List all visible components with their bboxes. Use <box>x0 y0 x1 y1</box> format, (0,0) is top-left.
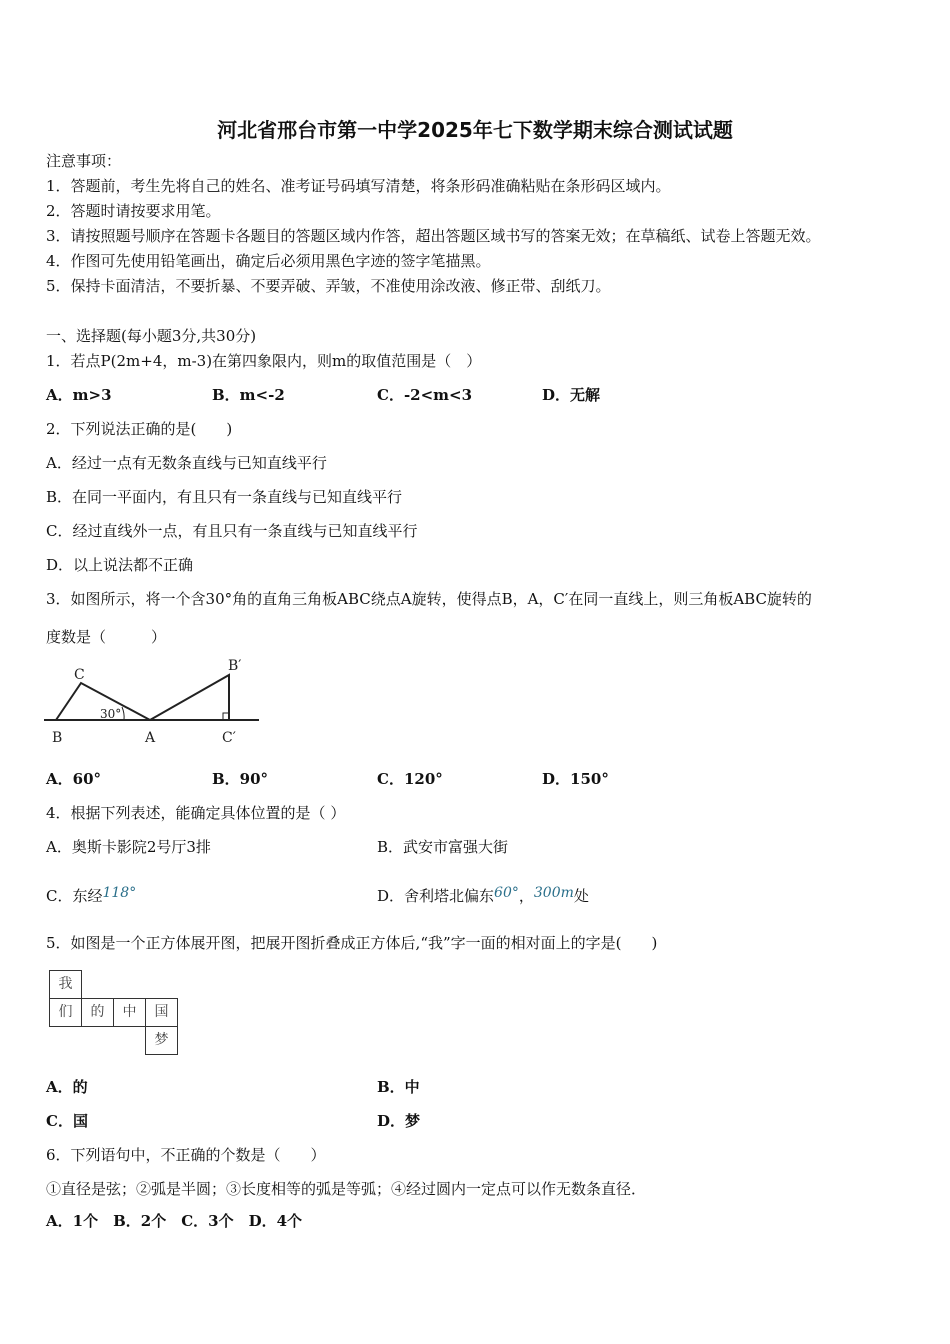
q4-d-math2: 300m <box>533 885 574 901</box>
q1-option-a: A．m>3 <box>46 386 112 404</box>
q2-option-c: C．经过直线外一点，有且只有一条直线与已知直线平行 <box>46 522 418 540</box>
q5-option-a: A．的 <box>46 1078 88 1096</box>
notice-item: 5．保持卡面清洁，不要折暴、不要弄破、弄皱，不准使用涂改液、修正带、刮纸刀。 <box>46 277 611 295</box>
q4-d-end: 处 <box>573 887 589 905</box>
q4-option-c <box>46 883 136 906</box>
cube-cell: 梦 <box>145 1026 178 1055</box>
notice-heading: 注意事项： <box>46 152 122 170</box>
q4-option-a: A．奥斯卡影院2号厅3排 <box>46 838 211 856</box>
cube-cell: 的 <box>81 998 114 1027</box>
q5-option-c: C．国 <box>46 1112 88 1130</box>
q2-option-a: A．经过一点有无数条直线与已知直线平行 <box>46 454 327 472</box>
cube-cell: 国 <box>145 998 178 1027</box>
q3-option-d: D．150° <box>542 770 609 788</box>
page-title: 河北省邢台市第一中学2025年七下数学期末综合测试试题 <box>217 118 733 142</box>
q6-statement: ①直径是弦；②弧是半圆；③长度相等的弧是等弧；④经过圆内一定点可以作无数条直径． <box>46 1180 647 1198</box>
notice-item: 1．答题前，考生先将自己的姓名、准考证号码填写清楚，将条形码准确粘贴在条形码区域内。 <box>46 177 671 195</box>
q4-d-math1: 60° <box>494 885 519 901</box>
q3-option-a: A．60° <box>46 770 102 788</box>
q3-option-b: B．90° <box>212 770 269 788</box>
triangle-rotation-figure <box>44 655 264 747</box>
q1-stem: 1．若点P(2m+4，m-3)在第四象限内，则m的取值范围是（ ） <box>46 352 482 370</box>
q5-stem: 5．如图是一个正方体展开图，把展开图折叠成正方体后,“我”字一面的相对面上的字是( ) <box>46 934 658 952</box>
angle-label: 30° <box>100 707 122 721</box>
label-c-prime: C′ <box>222 730 236 746</box>
label-b: B <box>52 730 63 746</box>
q1-option-b: B．m<-2 <box>212 386 285 404</box>
q6-stem: 6．下列语句中，不正确的个数是（ ） <box>46 1146 326 1164</box>
label-c: C <box>74 667 85 683</box>
q4-c-math: 118° <box>102 885 137 901</box>
q2-option-b: B．在同一平面内，有且只有一条直线与已知直线平行 <box>46 488 403 506</box>
q5-option-b: B．中 <box>377 1078 420 1096</box>
q3-stem: 3．如图所示，将一个含30°角的直角三角板ABC绕点A旋转，使得点B，A，C′在同一直线上，则三角板ABC旋转的 <box>46 590 812 608</box>
cube-cell: 我 <box>49 970 82 999</box>
q4-option-d <box>377 883 589 906</box>
q4-stem: 4．根据下列表述，能确定具体位置的是（ ） <box>46 804 346 822</box>
q1-option-d: D．无解 <box>542 386 601 404</box>
q3-option-c: C．120° <box>377 770 443 788</box>
q5-option-d: D．梦 <box>377 1112 421 1130</box>
q2-stem: 2．下列说法正确的是( ) <box>46 420 233 438</box>
q4-option-b: B．武安市富强大街 <box>377 838 509 856</box>
label-b-prime: B′ <box>228 658 242 674</box>
q4-d-sep: ， <box>518 887 534 905</box>
notice-item: 2．答题时请按要求用笔。 <box>46 202 221 220</box>
cube-cell: 们 <box>49 998 82 1027</box>
q2-option-d: D．以上说法都不正确 <box>46 556 194 574</box>
q4-c-label: C．东经 <box>46 887 103 905</box>
label-a: A <box>145 730 156 746</box>
q1-option-c: C．-2<m<3 <box>377 386 473 404</box>
notice-item: 4．作图可先使用铅笔画出，确定后必须用黑色字迹的签字笔描黑。 <box>46 252 491 270</box>
q6-options: A．1个 B．2个 C．3个 D．4个 <box>46 1212 303 1230</box>
notice-item: 3．请按照题号顺序在答题卡各题目的答题区域内作答，超出答题区域书写的答案无效；在草稿纸、试卷上答题无效。 <box>46 227 821 245</box>
section-heading: 一、选择题(每小题3分,共30分) <box>46 327 257 345</box>
cube-cell: 中 <box>113 998 146 1027</box>
q4-d-label: D．舍利塔北偏东 <box>377 887 495 905</box>
q3-stem-cont: 度数是（ ） <box>46 628 167 646</box>
